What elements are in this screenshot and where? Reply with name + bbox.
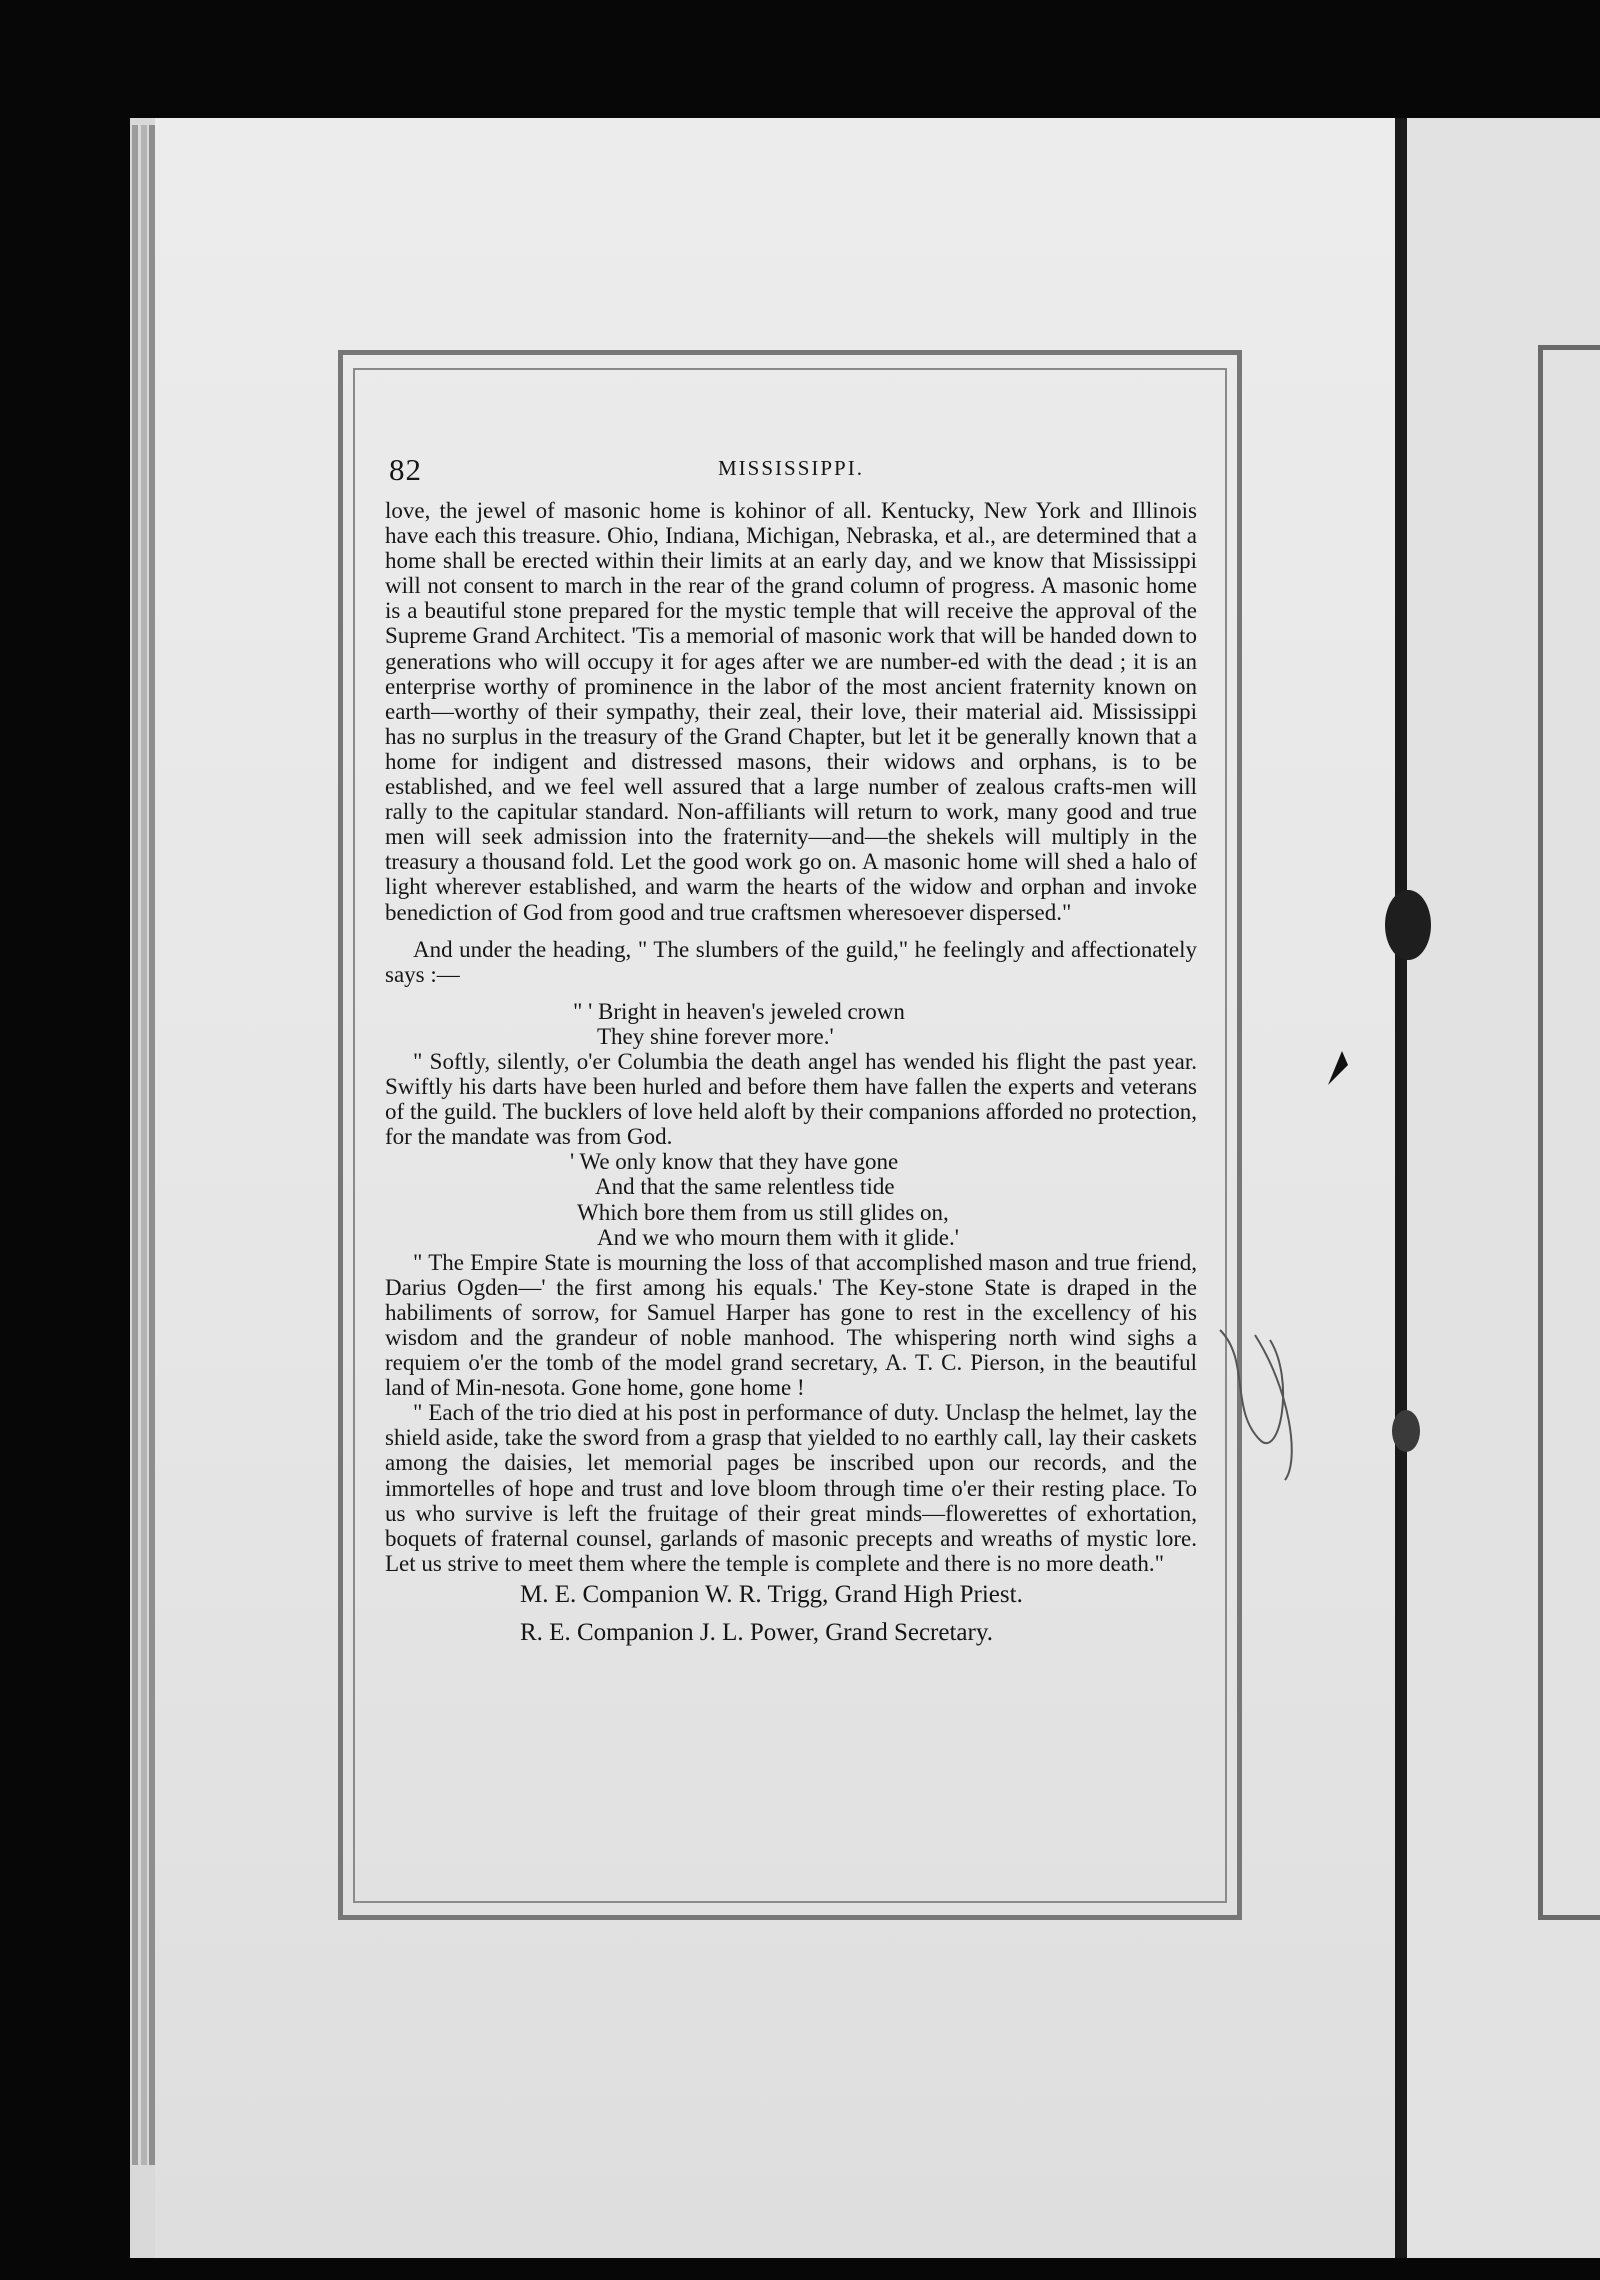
paragraph: " Each of the trio died at his post in performance of duty. Unclasp the helmet, lay the shield aside, take the sword from a grasp that yielded to no earthly call, lay their caskets among the daisies, let memorial pages be inscribed upon our records, and the immortelles of hope and trust and love bloom through time o'er their resting place. To us who survive is left the fruitage of their great minds—flowerettes of exhortation, boquets of fraternal counsel, garlands of masonic precepts and wreaths of mystic lore. Let us strive to meet them where the temple is complete and there is no more death." bbox=[385, 1400, 1197, 1576]
signature-line: R. E. Companion J. L. Power, Grand Secretary. bbox=[520, 1618, 993, 1646]
pencil-scribble bbox=[1200, 1320, 1310, 1490]
paragraph: " Softly, silently, o'er Columbia the death angel has wended his flight the past year. Swiftly his darts have been hurled and before them have fallen the experts and veterans of the guild. The bucklers of love held aloft by their companions afforded no protection, for the mandate was from God. bbox=[385, 1048, 1197, 1150]
signature-line: M. E. Companion W. R. Trigg, Grand High Priest. bbox=[520, 1580, 1023, 1608]
binding-thread bbox=[1392, 1410, 1420, 1452]
page-edge bbox=[141, 125, 147, 2165]
body-text bbox=[385, 498, 1197, 1652]
verse-line: Which bore them from us still glides on, bbox=[577, 1199, 949, 1225]
verse-line: ' We only know that they have gone bbox=[570, 1149, 899, 1175]
verse-line: They shine forever more.' bbox=[597, 1023, 834, 1049]
verse-line: " ' Bright in heaven's jeweled crown bbox=[573, 998, 905, 1024]
right-page-frame bbox=[1538, 345, 1600, 1920]
book-gutter bbox=[1395, 118, 1407, 2258]
page-edge bbox=[132, 125, 138, 2165]
paragraph: And under the heading, " The slumbers of the guild," he feelingly and affectionately says :— bbox=[385, 936, 1197, 987]
margin-mark bbox=[1320, 1045, 1360, 1095]
running-head: MISSISSIPPI. bbox=[718, 456, 864, 480]
page-content bbox=[385, 430, 1197, 1870]
verse-line: And we who mourn them with it glide.' bbox=[597, 1224, 959, 1250]
paragraph: " The Empire State is mourning the loss of that accomplished mason and true friend, Darius Ogden—' the first among his equals.' The Key-stone State is draped in the habiliments of sorrow, for Samuel Harper has gone to rest in the excellency of his wisdom and the grandeur of noble manhood. The whispering north wind sighs a requiem o'er the tomb of the model grand secretary, A. T. C. Pierson, in the beautiful land of Min-nesota. Gone home, gone home ! bbox=[385, 1249, 1197, 1401]
page-number: 82 bbox=[389, 452, 422, 487]
verse-line: And that the same relentless tide bbox=[595, 1174, 895, 1200]
binding-hole bbox=[1385, 890, 1431, 960]
paragraph: love, the jewel of masonic home is kohinor of all. Kentucky, New York and Illinois have each this treasure. Ohio, Indiana, Michigan, Nebraska, et al., are determined that a home shall be erected within their limits at an early day, and we know that Mississippi will not consent to march in the rear of the grand column of progress. A masonic home is a beautiful stone prepared for the mystic temple that will receive the approval of the Supreme Grand Architect. 'Tis a memorial of masonic work that will be handed down to generations who will occupy it for ages after we are number-ed with the dead ; it is an enterprise worthy of prominence in the labor of the most ancient fraternity known on earth—worthy of their sympathy, their zeal, their love, their material aid. Mississippi has no surplus in the treasury of the Grand Chapter, but let it be generally known that a home for indigent and distressed masons, their widows and orphans, is to be established, and we feel well assured that a large number of zealous crafts-men will rally to the capitular standard. Non-affiliants will return to work, many good and true men will seek admission into the fraternity—and—the shekels will multiply in the treasury a thousand fold. Let the good work go on. A masonic home will shed a halo of light wherever established, and warm the hearts of the widow and orphan and invoke benediction of God from good and true craftsmen wheresoever dispersed." bbox=[385, 498, 1197, 925]
